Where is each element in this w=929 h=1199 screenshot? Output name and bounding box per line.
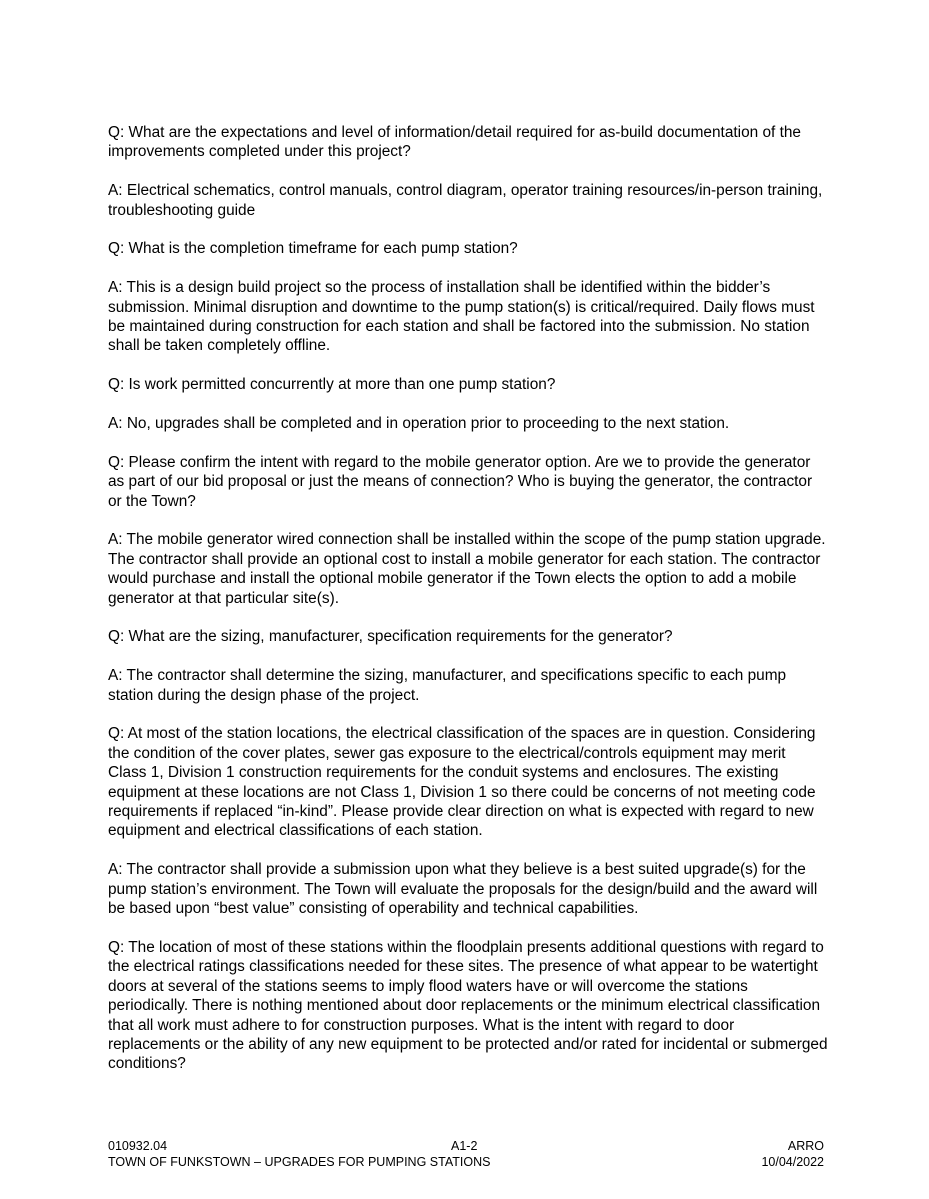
footer-row-bottom: [108, 1154, 824, 1170]
answer-mobile-generator: A: The mobile generator wired connection shall be installed within the scope of the pump station upgrade. The contractor shall provide an optional cost to install a mobile generator for each station. The contractor would purchase and install the optional mobile generator if the Town elects the option to add a mobile generator at that particular site(s).: [108, 531, 826, 607]
footer-project-title: TOWN OF FUNKSTOWN – UPGRADES FOR PUMPING STATIONS: [108, 1155, 491, 1169]
footer-company: ARRO: [787, 1139, 824, 1153]
question-electrical-classification: Q: At most of the station locations, the electrical classification of the spaces are in question. Considering the condition of the cover plates, sewer gas exposure to the electrical/controls equipment may merit Class 1, Division 1 construction requirements for the conduit systems and enclosures. The existing equipment at these locations are not Class 1, Division 1 so there could be concerns of not meeting code requirements if replaced “in-kind”. Please provide clear direction on what is expected with regard to new equipment and electrical classifications of each station.: [108, 725, 816, 840]
qa-body: [108, 123, 828, 1093]
footer-row-top: [108, 1138, 824, 1154]
question-mobile-generator: Q: Please confirm the intent with regard to the mobile generator option. Are we to provide the generator as part of our bid proposal or just the means of connection? Who is buying the generator, the contractor or the Town?: [108, 453, 813, 510]
footer-project-number: 010932.04: [108, 1139, 168, 1153]
question-floodplain-ratings: Q: The location of most of these stations within the floodplain presents additional questions with regard to the electrical ratings classifications needed for these sites. The presence of what appear to be watertight doors at several of the stations seems to imply flood waters have or will overcome the stations periodically. There is nothing mentioned about door replacements or the minimum electrical classification that all work must adhere to for construction purposes. What is the intent with regard to door replacements or the ability of any new equipment to be protected and/or rated for incidental or submerged conditions?: [108, 938, 828, 1073]
footer-date: 10/04/2022: [761, 1155, 824, 1169]
answer-concurrent-work: A: No, upgrades shall be completed and in operation prior to proceeding to the next station.: [108, 415, 730, 433]
question-as-built-documentation: Q: What are the expectations and level of information/detail required for as-build documentation of the improvements completed under this project?: [108, 124, 801, 161]
answer-generator-sizing: A: The contractor shall determine the sizing, manufacturer, and specifications specific to each pump station during the design phase of the project.: [108, 667, 787, 704]
answer-completion-timeframe: A: This is a design build project so the process of installation shall be identified within the bidder’s submission. Minimal disruption and downtime to the pump station(s) is critical/required. Daily flows must be maintained during construction for each station and shall be factored into the submission. No station shall be taken completely offline.: [108, 279, 815, 355]
footer-page-label: A1-2: [451, 1139, 478, 1153]
question-completion-timeframe: Q: What is the completion timeframe for each pump station?: [108, 240, 518, 258]
answer-as-built-documentation: A: Electrical schematics, control manuals, control diagram, operator training resources/in-person training, troubleshooting guide: [108, 182, 823, 219]
question-concurrent-work: Q: Is work permitted concurrently at more than one pump station?: [108, 376, 556, 394]
question-generator-sizing: Q: What are the sizing, manufacturer, specification requirements for the generator?: [108, 628, 673, 646]
answer-electrical-classification: A: The contractor shall provide a submission upon what they believe is a best suited upgrade(s) for the pump station’s environment. The Town will evaluate the proposals for the design/build and the award will be based upon “best value” consisting of operability and technical capabilities.: [108, 861, 818, 918]
page-footer: [108, 1138, 824, 1170]
